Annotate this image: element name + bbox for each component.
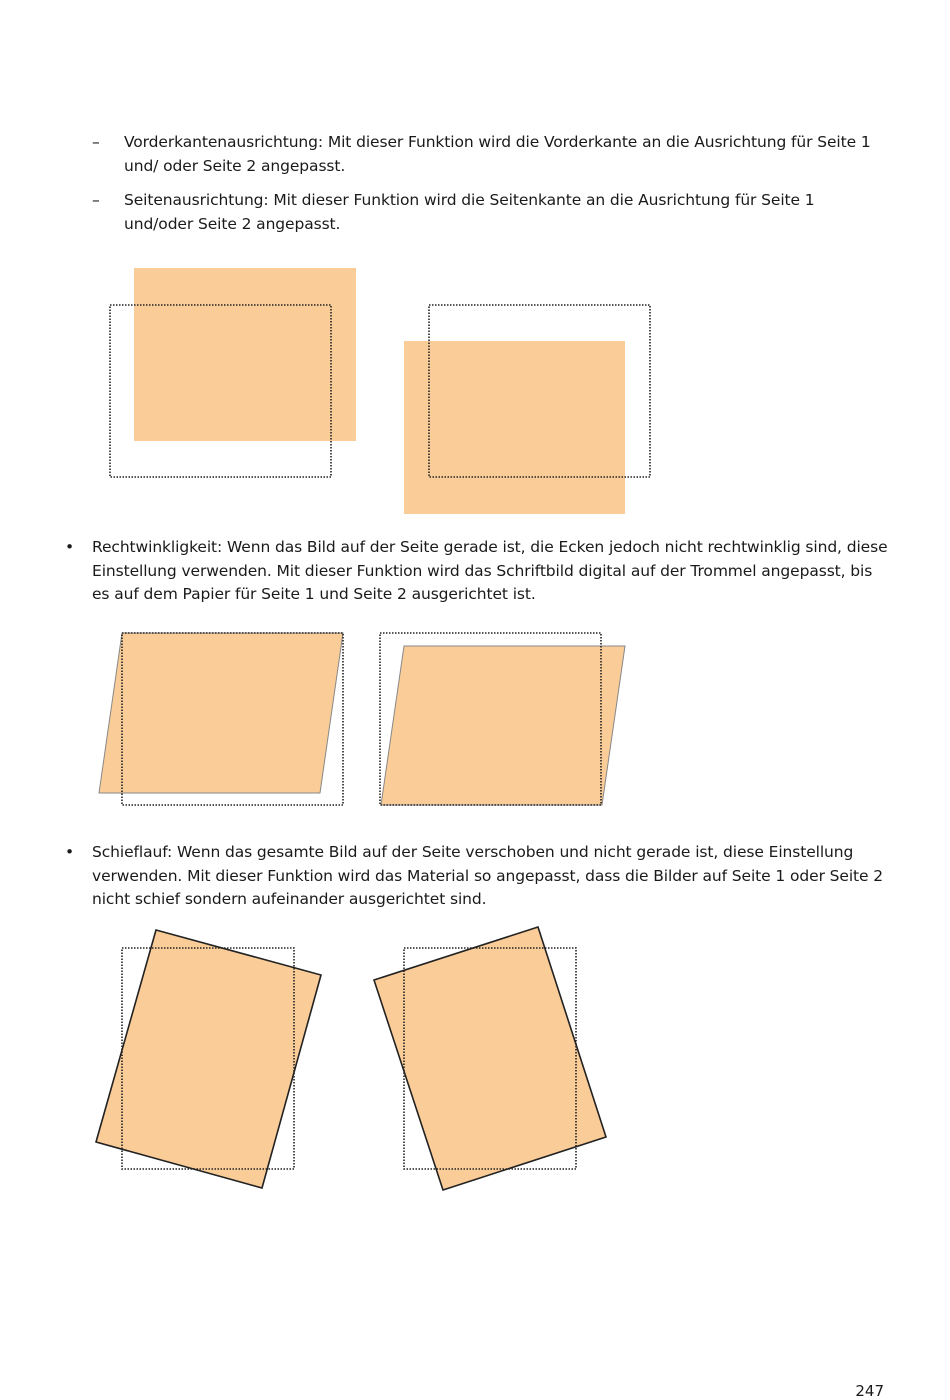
rotated-image <box>96 930 321 1188</box>
rotated-image <box>374 927 606 1190</box>
paragraph-schieflauf: Schieflauf: Wenn das gesamte Bild auf der Seite verschoben und nicht gerade ist, diese Einstellung verwenden. Mit dieser Funktion wird das Material so angepasst, dass die Bilder auf Seite 1 oder Seite 2 nicht schief sondern aufeinander ausgerichtet sind. <box>92 843 884 908</box>
dash-marker: – <box>92 191 100 209</box>
paragraph-seitenausrichtung: Seitenausrichtung: Mit dieser Funktion wird die Seitenkante an die Ausrichtung für Seite 1 und/oder Seite 2 angepasst. <box>124 191 815 233</box>
page-number: 247 <box>855 1382 884 1400</box>
rotated-right-diagram <box>374 927 606 1190</box>
bullet-marker: • <box>65 538 75 556</box>
bullet-marker: • <box>65 843 75 861</box>
dash-marker: – <box>92 133 100 151</box>
paragraph-rechtwinkligkeit: Rechtwinkligkeit: Wenn das Bild auf der Seite gerade ist, die Ecken jedoch nicht rechtwinklig sind, diese Einstellung verwenden. Mit dieser Funktion wird das Schriftbild digital auf der Trommel angepasst, bis es auf dem Papier für Seite 1 und Seite 2 ausgerichtet ist. <box>92 538 888 603</box>
paragraph-vorderkantenausrichtung: Vorderkantenausrichtung: Mit dieser Funktion wird die Vorderkante an die Ausrichtung für Seite 1 und/ oder Seite 2 angepasst. <box>124 133 871 175</box>
rotated-left-diagram <box>96 930 321 1188</box>
